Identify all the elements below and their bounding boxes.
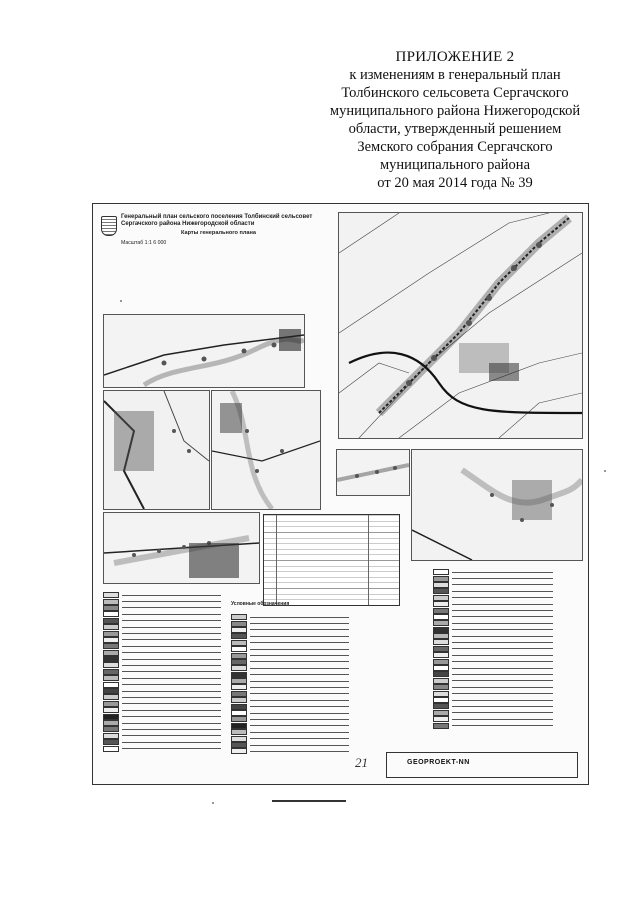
inset-top-left-drawing: [104, 315, 304, 387]
handwritten-mark: 21: [355, 755, 368, 770]
inset-map-top-left: [103, 314, 305, 388]
inset-map-bottom-right: [411, 449, 583, 561]
map-subtitle: Карты генерального плана: [180, 230, 256, 236]
general-plan-map-sheet: [92, 203, 589, 785]
inset-middle-left-drawing: [104, 391, 209, 509]
appendix-title: ПРИЛОЖЕНИЕ 2: [395, 49, 515, 65]
inset-middle-center-drawing: [212, 391, 320, 509]
main-map: [338, 212, 583, 439]
header-line-5: Земского собрания Сергачского: [357, 139, 553, 155]
inset-map-bottom-left: [103, 512, 260, 584]
company-logo: GEOPROEKT-NN: [407, 759, 470, 766]
header-line-7: от 20 мая 2014 года № 39: [377, 175, 533, 191]
legend-column-2: [231, 614, 349, 755]
appendix-header: [300, 48, 610, 192]
legend-column-3: [433, 569, 553, 729]
legend-column-1: [103, 592, 221, 752]
inset-bottom-left-drawing: [104, 513, 259, 583]
map-title: Генеральный план сельского поселения Толбинский сельсовет Сергачского района Нижегородской области: [121, 214, 313, 227]
header-line-6: муниципального района: [380, 157, 530, 173]
header-line-3: муниципального района Нижегородской: [329, 103, 581, 119]
header-line-2: Толбинского сельсовета Сергачского: [341, 85, 569, 101]
scan-speck: [604, 470, 606, 472]
legend-title: Условные обозначения: [231, 601, 290, 607]
map-data-table: [263, 514, 400, 606]
footer-rule: [272, 800, 346, 802]
scan-speck: [212, 802, 214, 804]
inset-map-middle-center: [211, 390, 321, 510]
coat-of-arms-icon: [101, 216, 117, 236]
header-line-1: к изменениям в генеральный план: [349, 67, 561, 83]
header-line-4: области, утвержденный решением: [348, 121, 562, 137]
scan-speck: [120, 300, 122, 302]
inset-bottom-right-drawing: [412, 450, 582, 560]
inset-small-center-drawing: [337, 450, 409, 495]
inset-map-middle-left: [103, 390, 210, 510]
inset-map-small-center: [336, 449, 410, 496]
main-map-drawing: [339, 213, 582, 438]
map-title-block: [121, 214, 316, 246]
map-scale: Масштаб 1:1 6 000: [121, 239, 167, 246]
title-block-stamp: [355, 752, 578, 778]
